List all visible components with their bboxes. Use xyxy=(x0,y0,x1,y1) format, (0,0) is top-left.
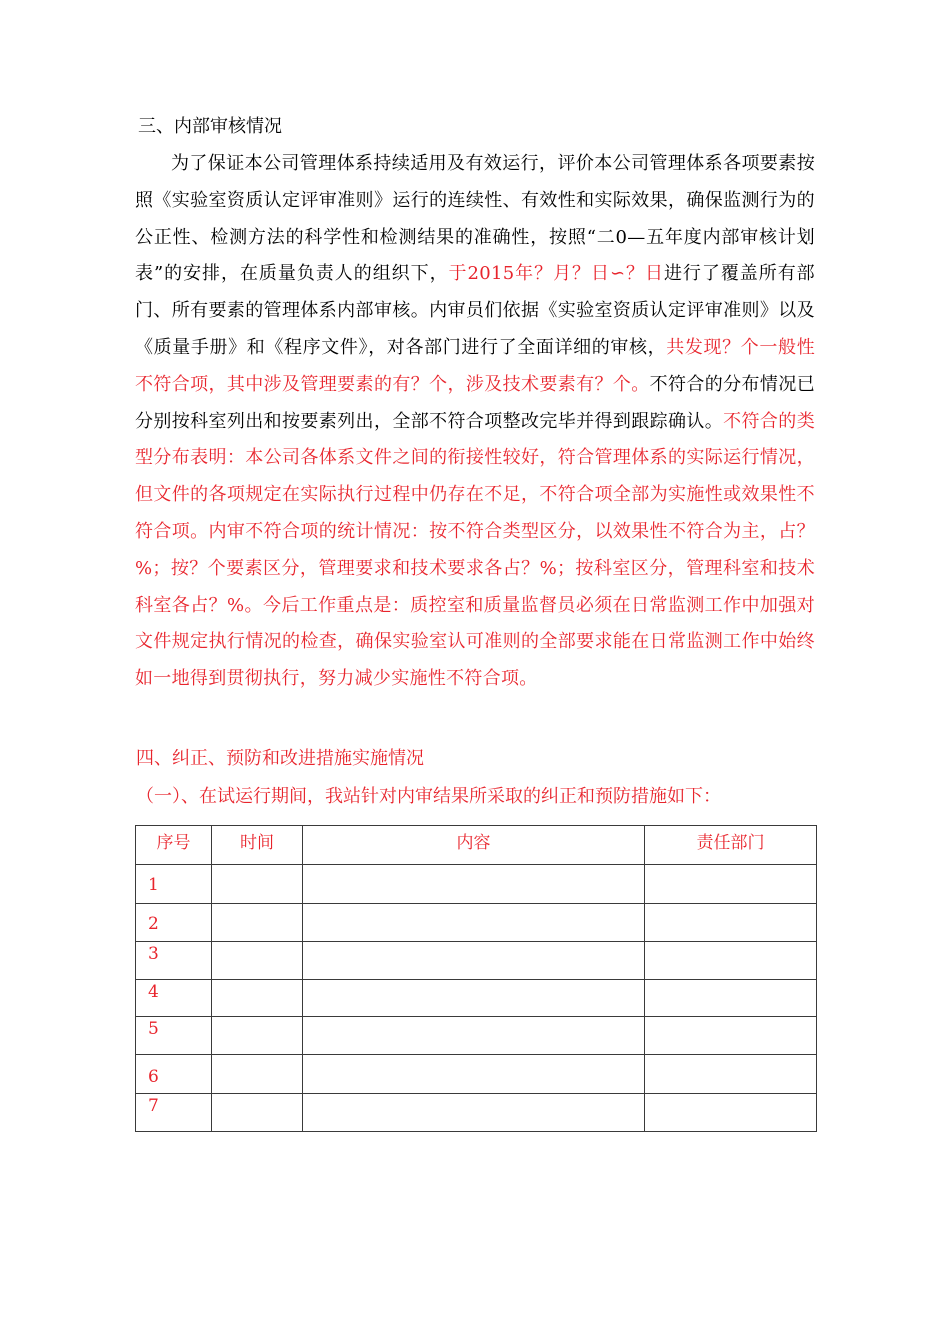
paragraph-run: 为了保证本公司管理体系持续适用及有效运行，评价本公司管理体系各项要素按照《实验室资质认定评审准则》运行的连续性、有效性和实际效果，确保监测行为的公正性、检测方法的科学性和检测结果的准确性，按照“二0—五年度内部审核计划表”的安排，在质量负责人的组织下， xyxy=(135,153,815,285)
paragraph-run-highlight: 不符合的类型分布表明：本公司各体系文件之间的衔接性较好，符合管理体系的实际运行情况，但文件的各项规定在实际执行过程中仍存在不足，不符合项全部为实施性或效果性不符合项。内审不符合项的统计情况：按不符合类型区分，以效果性不符合为主，占？%；按？个要素区分，管理要求和技术要求各占？%；按科室区分，管理科室和技术科室各占？%。今后工作重点是：质控室和质量监督员必须在日常监测工作中加强对文件规定执行情况的检查，确保实验室认可准则的全部要求能在日常监测工作中始终如一地得到贯彻执行，努力减少实施性不符合项。 xyxy=(135,410,815,690)
row-index: 4 xyxy=(136,980,212,1017)
column-header-time: 时间 xyxy=(212,826,303,865)
section-4-heading: 四、纠正、预防和改进措施实施情况 xyxy=(136,748,424,769)
cell-department xyxy=(645,865,817,904)
table-row xyxy=(136,1055,817,1094)
cell-time xyxy=(212,1094,303,1132)
cell-content xyxy=(303,865,645,904)
table-row xyxy=(136,980,817,1017)
table-row xyxy=(136,865,817,904)
internal-audit-paragraph xyxy=(135,146,815,698)
row-index: 5 xyxy=(136,1017,212,1055)
section-4-subheading: （一）、在试运行期间，我站针对内审结果所采取的纠正和预防措施如下： xyxy=(136,786,721,807)
cell-department xyxy=(645,980,817,1017)
column-header-index: 序号 xyxy=(136,826,212,865)
cell-content xyxy=(303,942,645,980)
cell-content xyxy=(303,904,645,942)
table-header-row xyxy=(136,826,817,865)
paragraph-run-highlight: 共发现？个一般性不符合项，其中涉及管理要素的有？个，涉及技术要素有？个。 xyxy=(135,336,815,395)
cell-time xyxy=(212,865,303,904)
table-row xyxy=(136,942,817,980)
row-index: 6 xyxy=(136,1055,212,1094)
column-header-content: 内容 xyxy=(303,826,645,865)
cell-department xyxy=(645,1094,817,1132)
row-index: 1 xyxy=(136,865,212,904)
cell-content xyxy=(303,1094,645,1132)
cell-department xyxy=(645,942,817,980)
row-index: 2 xyxy=(136,904,212,942)
section-3-heading: 三、内部审核情况 xyxy=(138,116,282,137)
cell-time xyxy=(212,904,303,942)
cell-content xyxy=(303,1017,645,1055)
column-header-department: 责任部门 xyxy=(645,826,817,865)
row-index: 3 xyxy=(136,942,212,980)
table-row xyxy=(136,1017,817,1055)
paragraph-run-highlight: 于2015年？月？日∽？日 xyxy=(448,263,664,285)
cell-department xyxy=(645,904,817,942)
cell-content xyxy=(303,1055,645,1094)
cell-department xyxy=(645,1017,817,1055)
table-row xyxy=(136,904,817,942)
corrective-measures-table xyxy=(135,825,817,1132)
cell-time xyxy=(212,942,303,980)
paragraph-run: 不符合的分布情况已分别按科室列出和按要素列出，全部不符合项整改完毕并得到跟踪确认。 xyxy=(135,373,815,432)
cell-time xyxy=(212,1055,303,1094)
cell-content xyxy=(303,980,645,1017)
cell-time xyxy=(212,1017,303,1055)
row-index: 7 xyxy=(136,1094,212,1132)
paragraph-run: 进行了覆盖所有部门、所有要素的管理体系内部审核。内审员们依据《实验室资质认定评审准则》以及《质量手册》和《程序文件》，对各部门进行了全面详细的审核， xyxy=(135,263,815,358)
cell-department xyxy=(645,1055,817,1094)
cell-time xyxy=(212,980,303,1017)
table-row xyxy=(136,1094,817,1132)
